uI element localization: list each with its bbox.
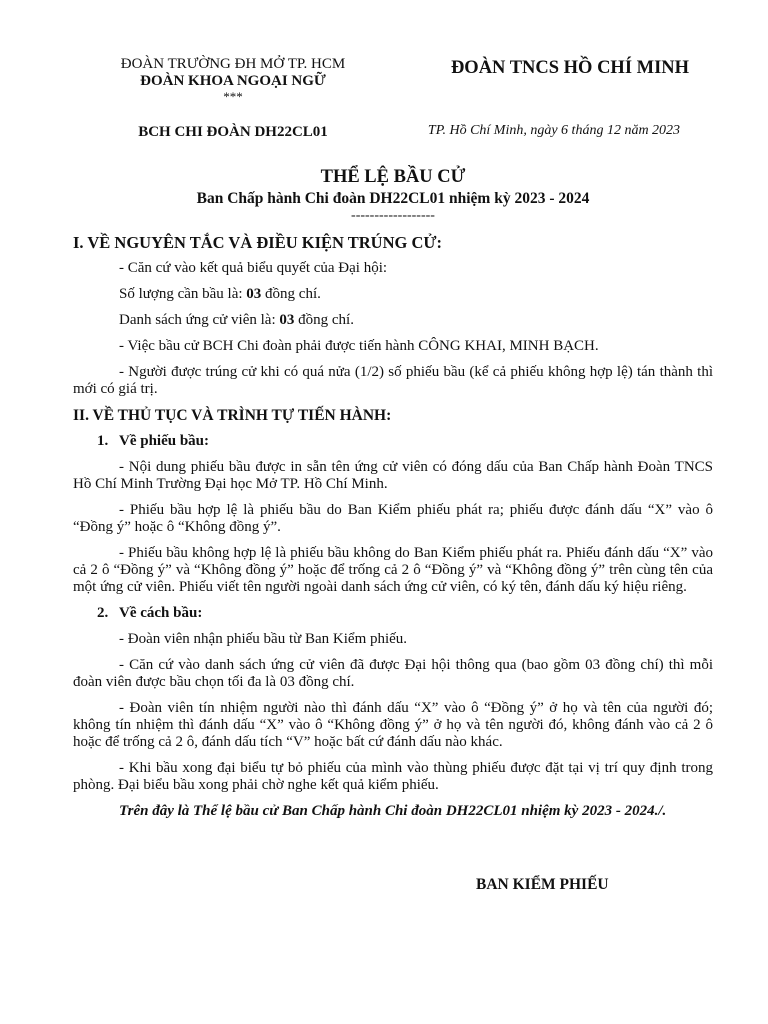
org-university-union: ĐOÀN TRƯỜNG ĐH MỞ TP. HCM [120, 56, 346, 72]
section-1-paragraph: - Người được trúng cử khi có quá nửa (1/2) số phiếu bầu (kể cả phiếu không hợp lệ) tán thành thì mới có giá trị. [73, 364, 713, 397]
title-divider: ------------------ [351, 208, 435, 223]
subsection-1-paragraph: - Phiếu bầu không hợp lệ là phiếu bầu không do Ban Kiểm phiếu phát ra. Phiếu đánh dấu “X” vào cả 2 ô “Đồng ý” và “Không đồng ý” hoặc để trống cả 2 ô “Đồng ý” và “Không đồng ý” trên cùng tên của một ứng cử viên. Phiếu viết tên người ngoài danh sách ứng cử viên, có ký tên, đánh dấu ký hiệu riêng. [73, 545, 713, 595]
quota-label: Số lượng cần bầu là: [119, 286, 247, 302]
subsection-1-paragraph: - Nội dung phiếu bầu được in sẵn tên ứng cử viên có đóng dấu của Ban Chấp hành Đoàn TNCS Hồ Chí Minh Trường Đại học Mở TP. Hồ Chí Minh. [73, 459, 713, 492]
subsection-2-paragraph: - Đoàn viên tín nhiệm người nào thì đánh dấu “X” vào ô “Đồng ý” ở họ và tên của người đó; không tín nhiệm thì đánh dấu “X” vào ô “Không đồng ý” ở họ và tên người đó, không đánh vào cả 2 ô hoặc để trống cả 2 ô, đánh dấu tích “V” hoặc bất cứ đánh dấu nào khác. [73, 700, 713, 750]
branch-name: BCH CHI ĐOÀN DH22CL01 [138, 124, 328, 140]
subsection-2-paragraph: - Căn cứ vào danh sách ứng cử viên đã được Đại hội thông qua (bao gồm 03 đồng chí) thì mỗi đoàn viên được bầu chọn tối đa là 03 đồng chí. [73, 657, 713, 690]
section-2-heading: II. VỀ THỦ TỤC VÀ TRÌNH TỰ TIẾN HÀNH: [73, 407, 392, 424]
section-1-paragraph [73, 312, 713, 329]
subsection-2-title: Về cách bầu: [119, 605, 203, 621]
org-header-left [92, 56, 374, 104]
org-header-right: ĐOÀN TNCS HỒ CHÍ MINH [450, 58, 690, 78]
closing-statement: Trên đây là Thể lệ bầu cử Ban Chấp hành Chi đoàn DH22CL01 nhiệm kỳ 2023 - 2024./. [119, 803, 667, 819]
subsection-2-paragraph: - Đoàn viên nhận phiếu bầu từ Ban Kiểm phiếu. [119, 631, 408, 647]
candidates-number: 03 [279, 312, 295, 328]
org-faculty-union: ĐOÀN KHOA NGOẠI NGỮ [140, 73, 326, 89]
subsection-1-paragraph: - Phiếu bầu hợp lệ là phiếu bầu do Ban Kiểm phiếu phát ra; phiếu được đánh dấu “X” vào ô “Đồng ý” hoặc ô “Không đồng ý”. [73, 502, 713, 535]
document-body [73, 234, 713, 820]
document-subtitle: Ban Chấp hành Chi đoàn DH22CL01 nhiệm kỳ 2023 - 2024 [196, 190, 590, 207]
subsection-2-number: 2. [97, 605, 109, 621]
subsection-1-number: 1. [97, 433, 109, 449]
subsection-2-paragraph: - Khi bầu xong đại biểu tự bỏ phiếu của mình vào thùng phiếu được đặt tại vị trí quy định trong phòng. Đại biểu bầu xong phải chờ nghe kết quả kiểm phiếu. [73, 760, 713, 793]
quota-number: 03 [246, 286, 262, 302]
subsection-2-heading [97, 605, 713, 622]
section-1-paragraph: - Việc bầu cử BCH Chi đoàn phải được tiến hành CÔNG KHAI, MINH BẠCH. [119, 338, 599, 354]
signature-block: BAN KIỂM PHIẾU [476, 876, 609, 893]
section-1-paragraph: - Căn cứ vào kết quả biểu quyết của Đại hội: [119, 260, 388, 276]
quota-unit: đồng chí. [261, 286, 321, 302]
subsection-1-title: Về phiếu bầu: [119, 433, 210, 449]
candidates-unit: đồng chí. [294, 312, 354, 328]
header-stars: *** [223, 89, 243, 104]
candidates-label: Danh sách ứng cử viên là: [119, 312, 280, 328]
section-1-heading: I. VỀ NGUYÊN TẮC VÀ ĐIỀU KIỆN TRÚNG CỬ: [73, 233, 443, 252]
section-1-paragraph [73, 286, 713, 303]
place-date: TP. Hồ Chí Minh, ngày 6 tháng 12 năm 2023 [427, 123, 681, 138]
document-title: THỂ LỆ BẦU CỬ [320, 167, 466, 187]
subsection-1-heading [97, 433, 713, 450]
